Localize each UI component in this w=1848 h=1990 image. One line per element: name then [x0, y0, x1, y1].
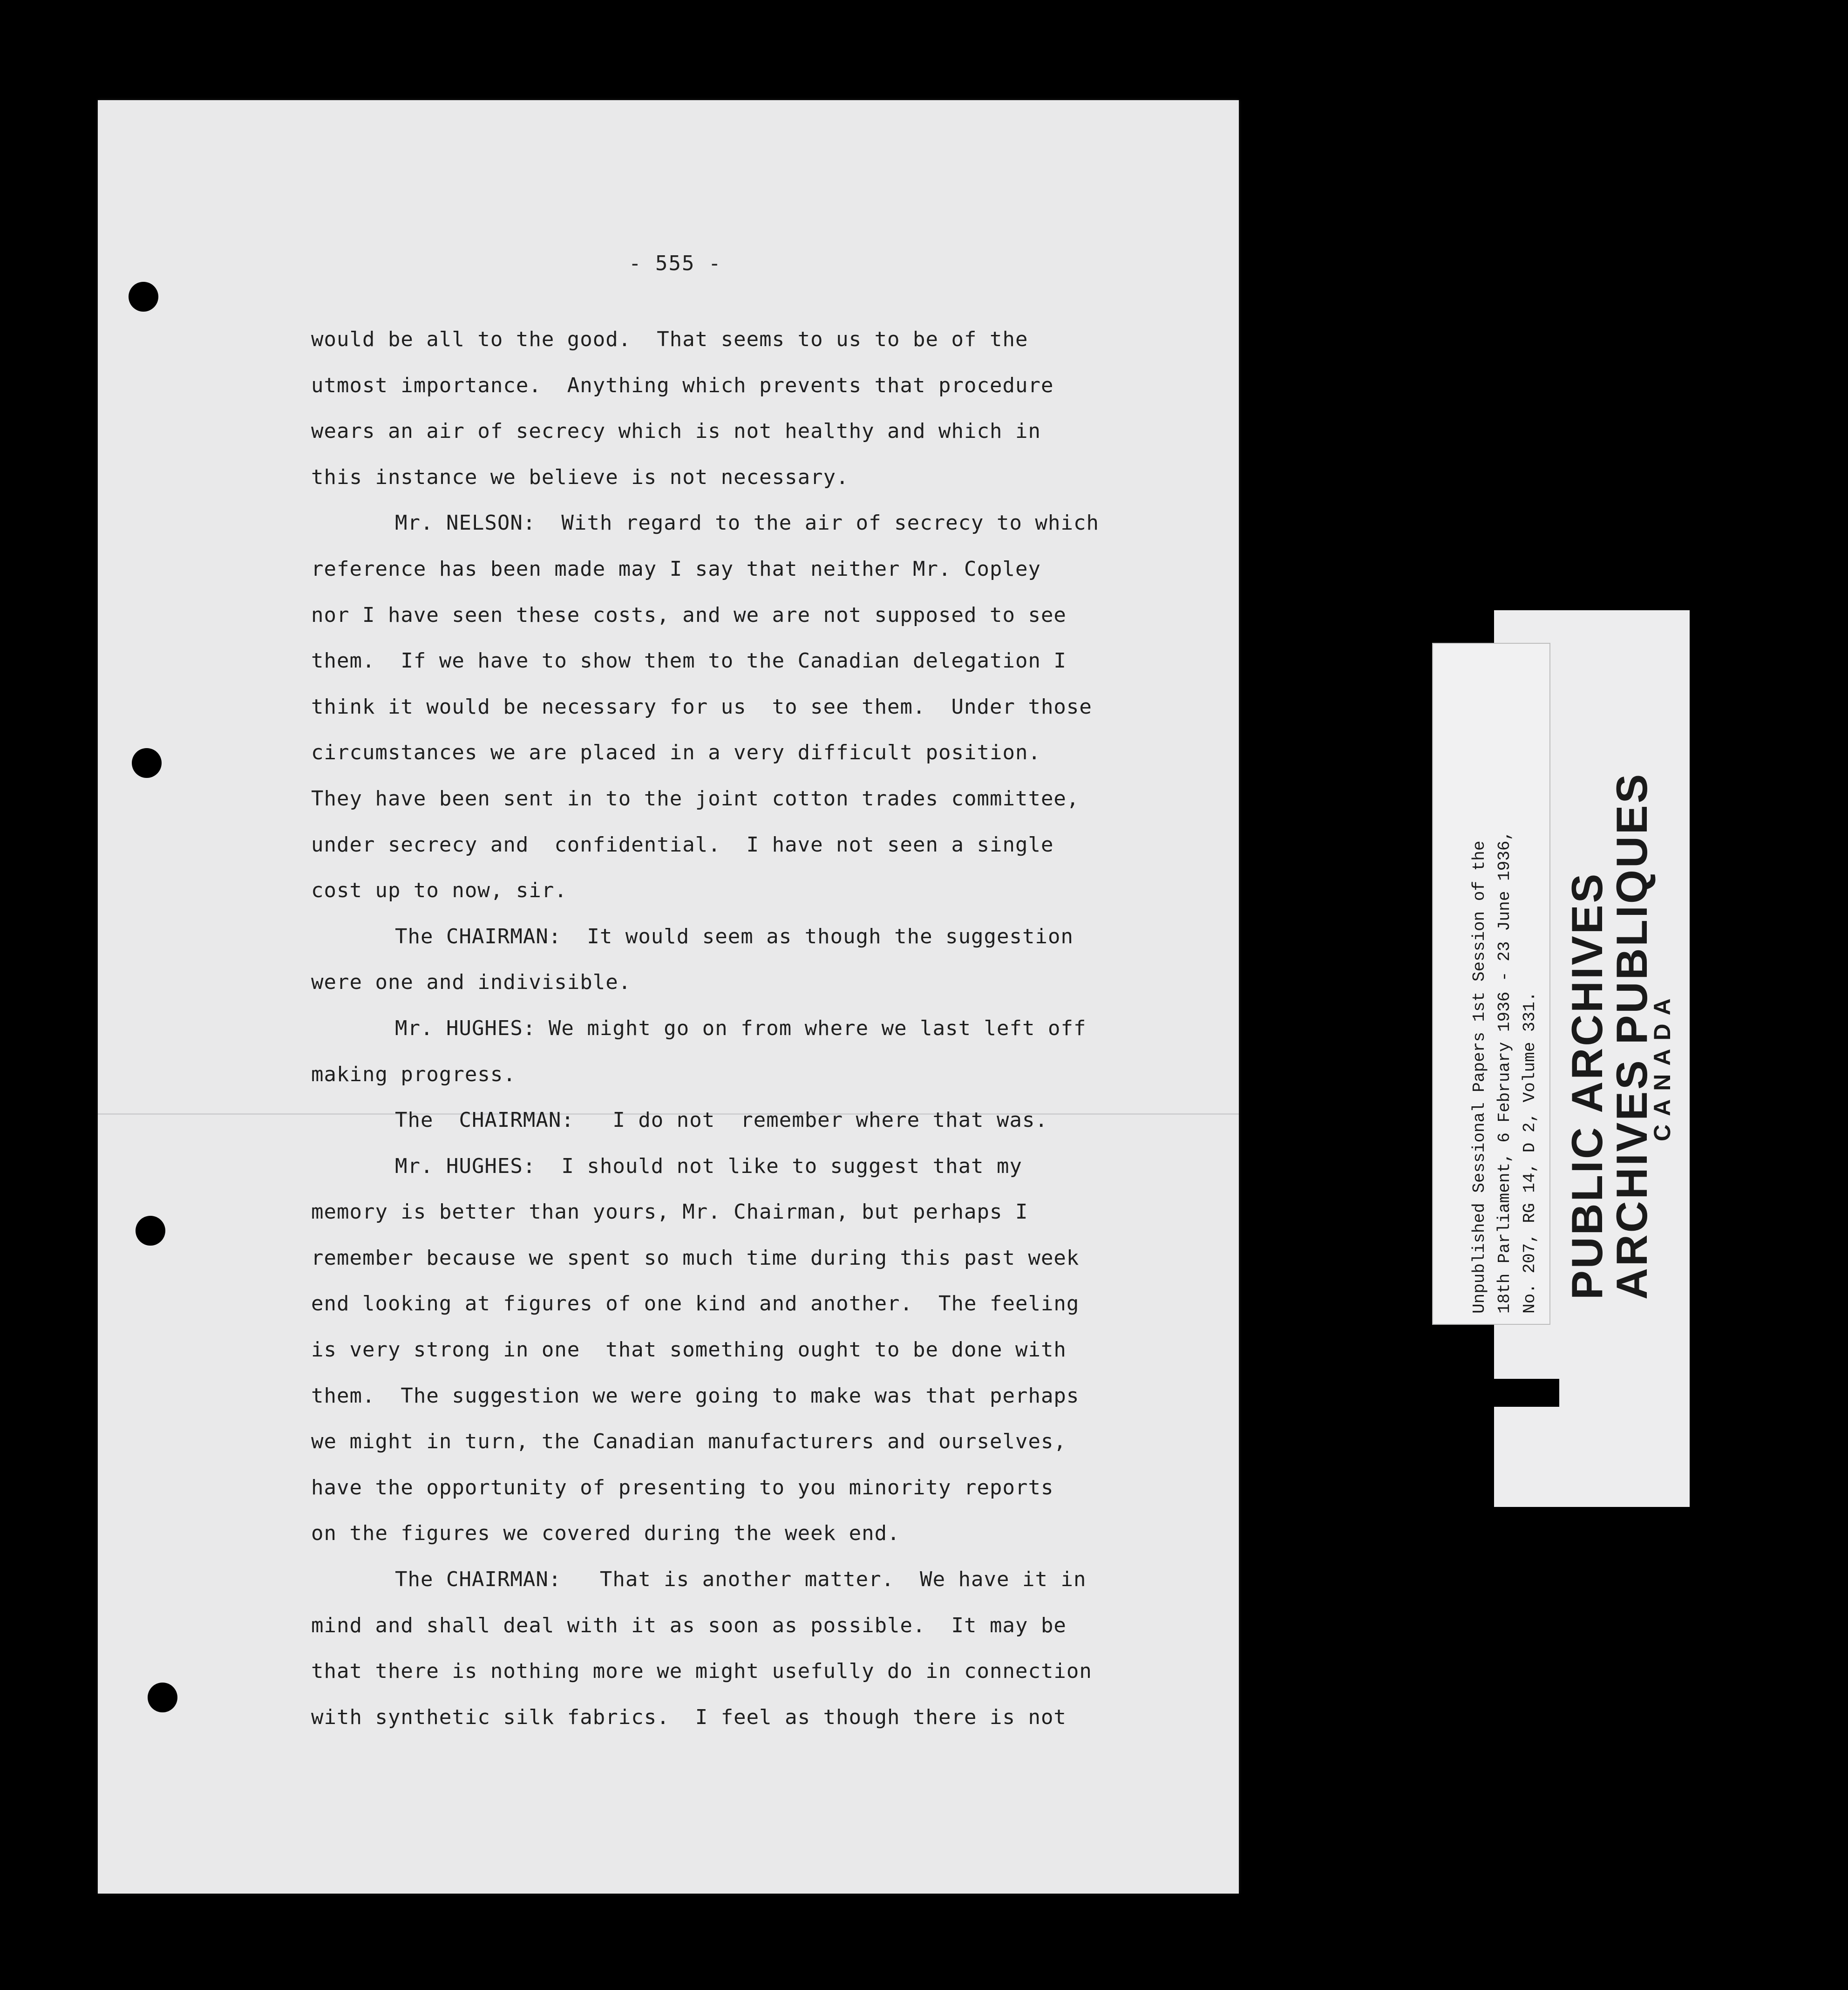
text-line: would be all to the good. That seems to us to be of the — [311, 327, 1028, 351]
speaker-line: The CHAIRMAN: It would seem as though the suggestion — [395, 924, 1073, 948]
speaker-line: The CHAIRMAN: I do not remember where that was. — [395, 1108, 1048, 1132]
text-line: on the figures we covered during the week end. — [311, 1521, 900, 1546]
text-line: with synthetic silk fabrics. I feel as though there is not — [311, 1705, 1067, 1729]
speaker-line: The CHAIRMAN: That is another matter. We have it in — [395, 1567, 1087, 1592]
text-line: that there is nothing more we might usefully do in connection — [311, 1659, 1092, 1683]
speaker-line: Mr. HUGHES: We might go on from where we last left off — [395, 1016, 1087, 1040]
text-line: memory is better than yours, Mr. Chairman, but perhaps I — [311, 1200, 1028, 1224]
text-line: were one and indivisible. — [311, 970, 632, 995]
punch-hole — [136, 1216, 165, 1246]
archives-english: PUBLIC ARCHIVES — [1563, 872, 1611, 1300]
speaker-line: Mr. NELSON: With regard to the air of secrecy to which — [395, 511, 1099, 535]
archive-country: CANADA — [1649, 990, 1675, 1141]
text-line: utmost importance. Anything which prevents that procedure — [311, 373, 1054, 397]
text-line: end looking at figures of one kind and another. The feeling — [311, 1292, 1080, 1316]
text-line: wears an air of secrecy which is not healthy and which in — [311, 419, 1041, 443]
text-line: cost up to now, sir. — [311, 879, 567, 903]
source-line-3: No. 207, RG 14, D 2, Volume 331. — [1520, 991, 1539, 1314]
source-line-2: 18th Parliament, 6 February 1936 - 23 June 1936, — [1495, 831, 1514, 1314]
text-line: circumstances we are placed in a very difficult position. — [311, 741, 1041, 765]
text-line: them. The suggestion we were going to make was that perhaps — [311, 1383, 1080, 1408]
text-line: under secrecy and confidential. I have not seen a single — [311, 832, 1054, 857]
archive-source-citation — [1467, 831, 1542, 1314]
punch-hole — [132, 748, 162, 778]
text-line: remember because we spent so much time during this past week — [311, 1246, 1080, 1270]
transcript-body — [311, 317, 1196, 1740]
text-line: They have been sent in to the joint cotton trades committee, — [311, 786, 1080, 811]
text-line: making progress. — [311, 1062, 516, 1086]
archive-label-notch — [1494, 1379, 1559, 1407]
archive-stamp — [1565, 772, 1654, 1300]
text-line: have the opportunity of presenting to you minority reports — [311, 1475, 1054, 1499]
page-number: - 555 - — [629, 252, 722, 275]
text-line: this instance we believe is not necessary. — [311, 465, 849, 489]
speaker-line: Mr. HUGHES: I should not like to suggest that my — [395, 1154, 1023, 1178]
text-line: nor I have seen these costs, and we are not supposed to see — [311, 603, 1067, 627]
text-line: reference has been made may I say that neither Mr. Copley — [311, 557, 1041, 581]
text-line: think it would be necessary for us to see them. Under those — [311, 695, 1092, 719]
text-line: mind and shall deal with it as soon as possible. It may be — [311, 1613, 1067, 1637]
text-line: is very strong in one that something ought to be done with — [311, 1338, 1067, 1362]
text-line: them. If we have to show them to the Canadian delegation I — [311, 649, 1067, 673]
punch-hole — [148, 1683, 177, 1712]
text-line: we might in turn, the Canadian manufacturers and ourselves, — [311, 1430, 1067, 1454]
source-line-1: Unpublished Sessional Papers 1st Session of the — [1470, 840, 1489, 1314]
punch-hole — [129, 282, 158, 312]
archives-french: ARCHIVES PUBLIQUES — [1607, 772, 1656, 1300]
